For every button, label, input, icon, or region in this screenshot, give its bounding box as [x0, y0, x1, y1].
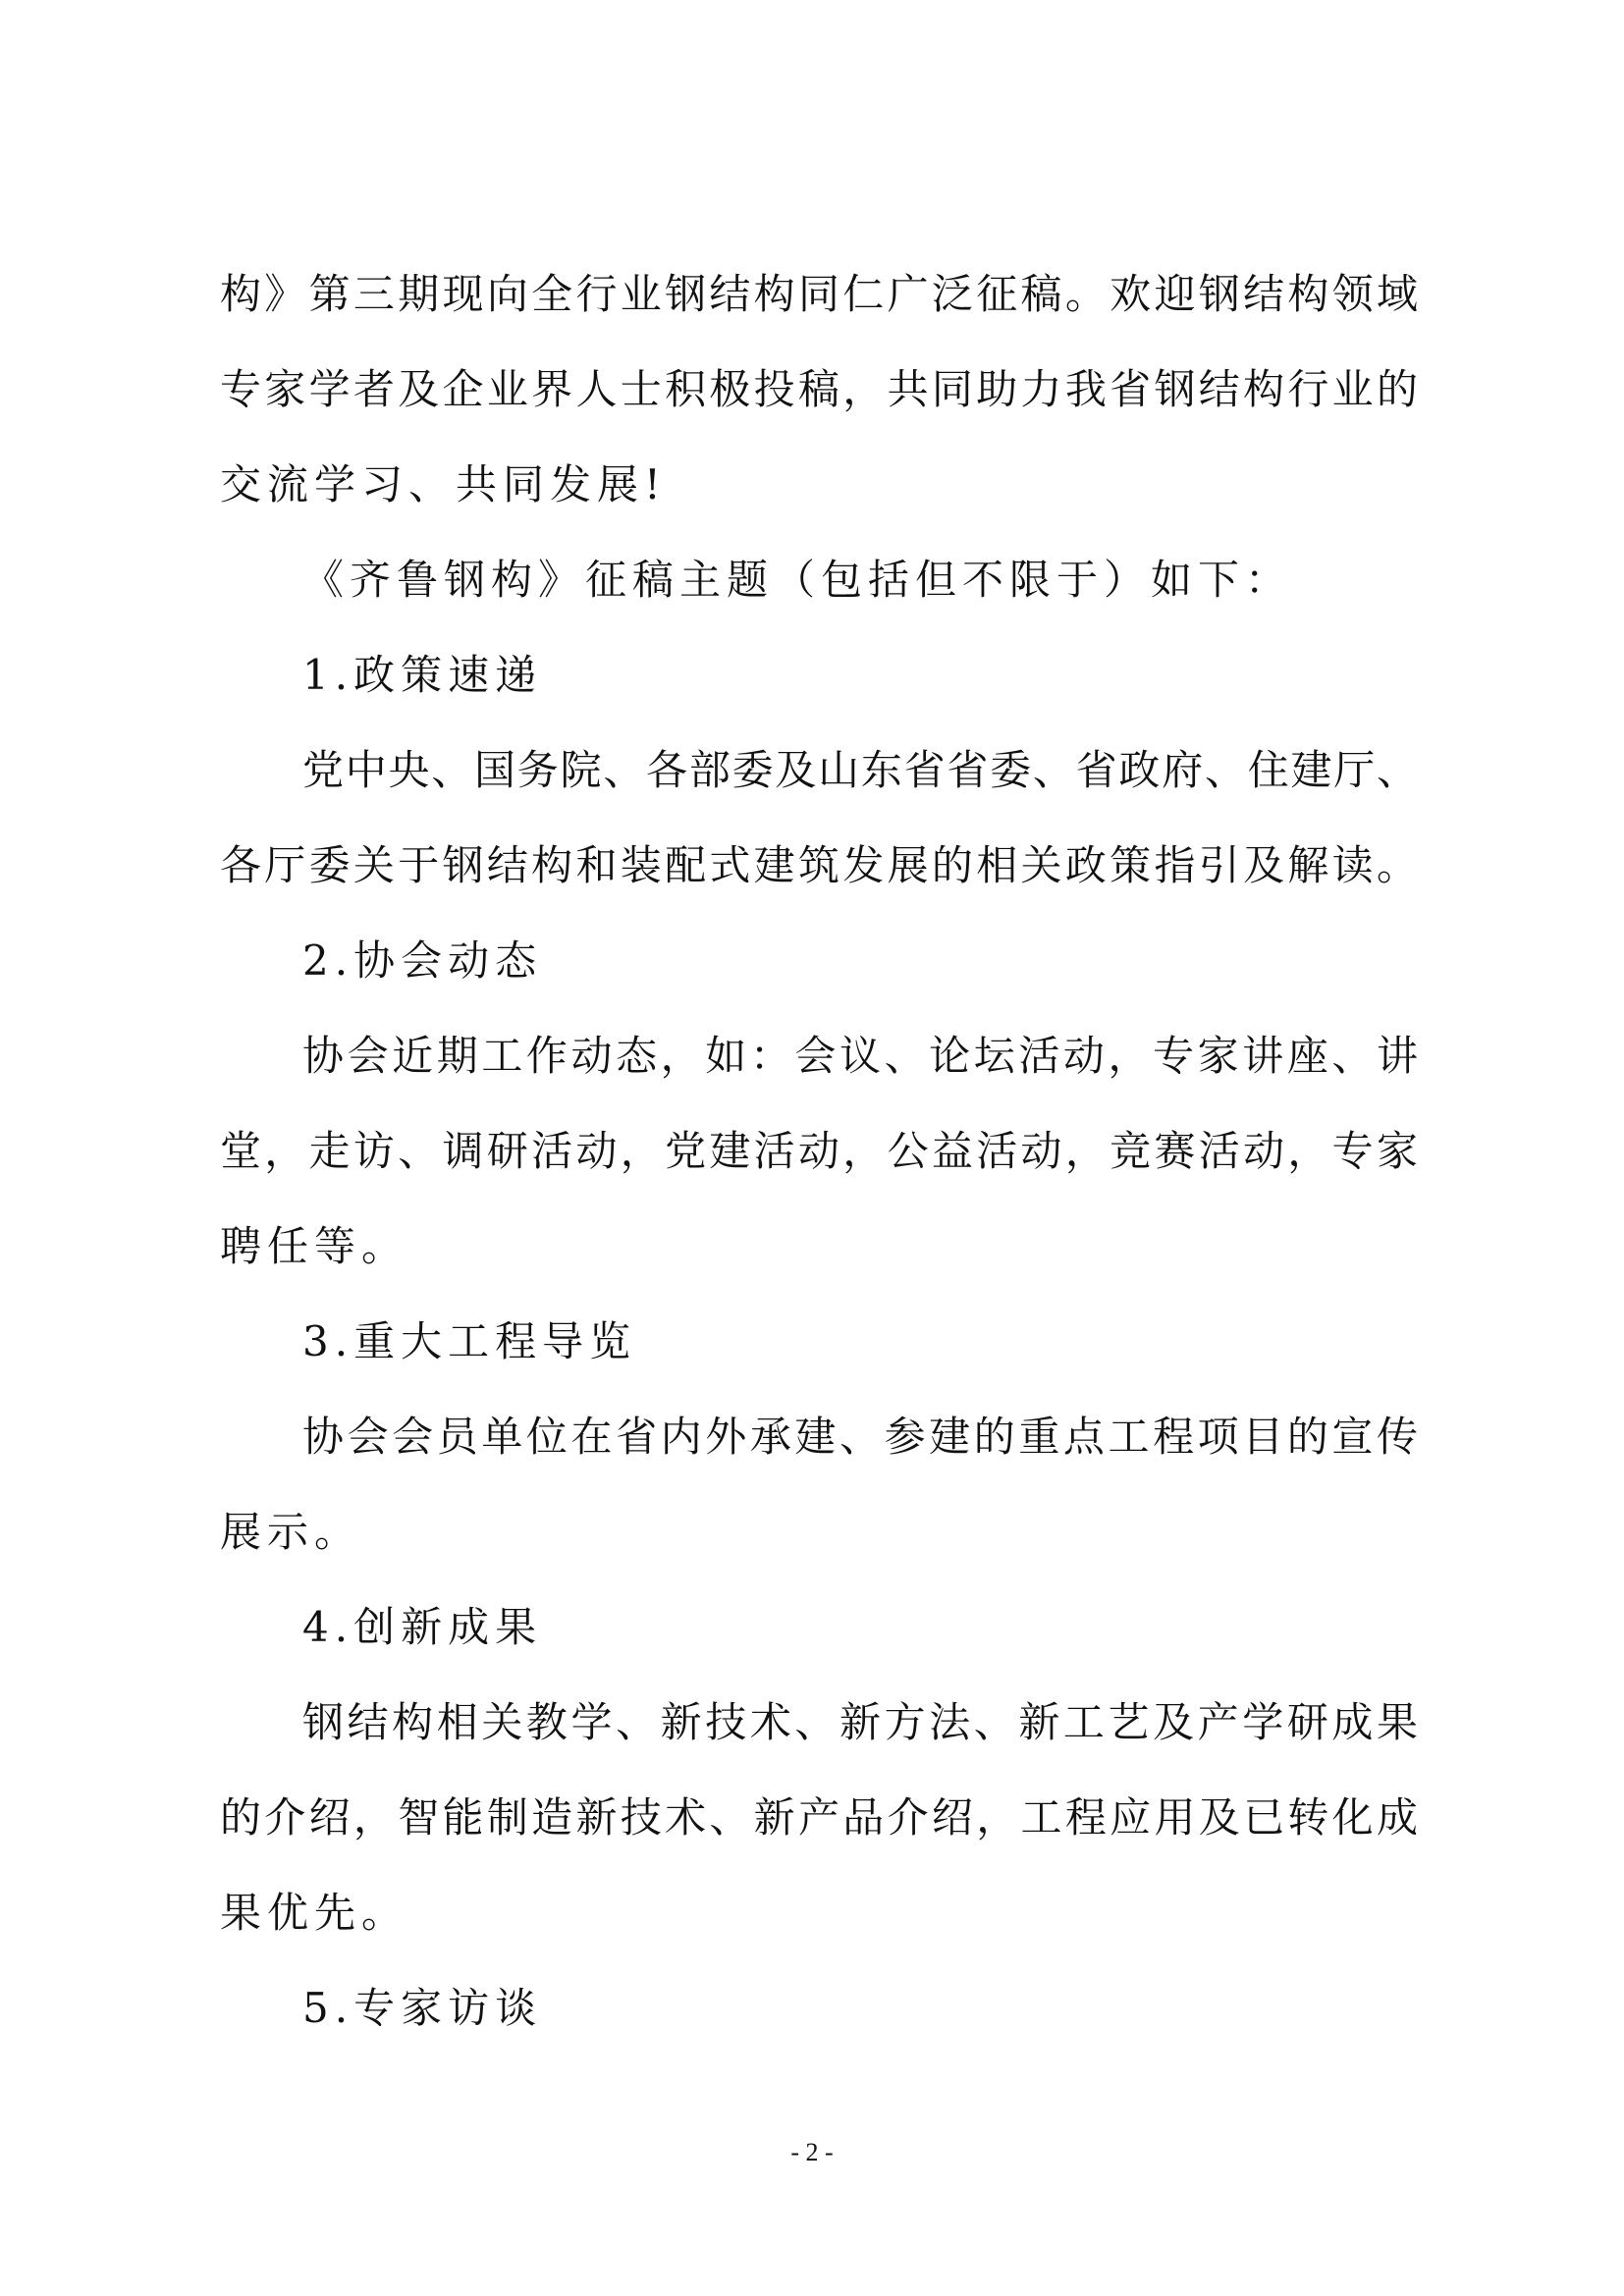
topics-heading: 《齐鲁钢构》征稿主题（包括但不限于）如下：: [302, 556, 1293, 604]
intro-line-2: 专家学者及企业界人士积极投稿，共同助力我省钢结构行业的: [220, 365, 1418, 413]
section-4-line-2: 的介绍，智能制造新技术、新产品介绍，工程应用及已转化成: [220, 1793, 1418, 1842]
intro-line-1: 构》第三期现向全行业钢结构同仁广泛征稿。欢迎钢结构领域: [220, 270, 1418, 318]
section-1-line-1: 党中央、国务院、各部委及山东省省委、省政府、住建厅、: [302, 746, 1418, 794]
section-3-line-2: 展示。: [220, 1508, 362, 1556]
section-2-line-2: 堂，走访、调研活动，党建活动，公益活动，竞赛活动，专家: [220, 1127, 1418, 1175]
page-number: - 2 -: [790, 2138, 834, 2166]
section-heading-5: 5.专家访谈: [302, 1984, 543, 2032]
section-heading-2: 2.协会动态: [302, 936, 543, 985]
section-heading-4: 4.创新成果: [302, 1603, 543, 1651]
section-4-line-3: 果优先。: [220, 1889, 409, 1937]
section-heading-1: 1.政策速递: [302, 651, 543, 699]
section-4-line-1: 钢结构相关教学、新技术、新方法、新工艺及产学研成果: [302, 1698, 1418, 1746]
section-heading-3: 3.重大工程导览: [302, 1317, 637, 1365]
section-2-line-3: 聘任等。: [220, 1222, 409, 1270]
section-2-line-1: 协会近期工作动态，如：会议、论坛活动，专家讲座、讲: [302, 1032, 1418, 1080]
section-1-line-2: 各厅委关于钢结构和装配式建筑发展的相关政策指引及解读。: [220, 841, 1418, 889]
intro-line-3: 交流学习、共同发展!: [220, 460, 667, 508]
section-3-line-1: 协会会员单位在省内外承建、参建的重点工程项目的宣传: [302, 1413, 1418, 1461]
